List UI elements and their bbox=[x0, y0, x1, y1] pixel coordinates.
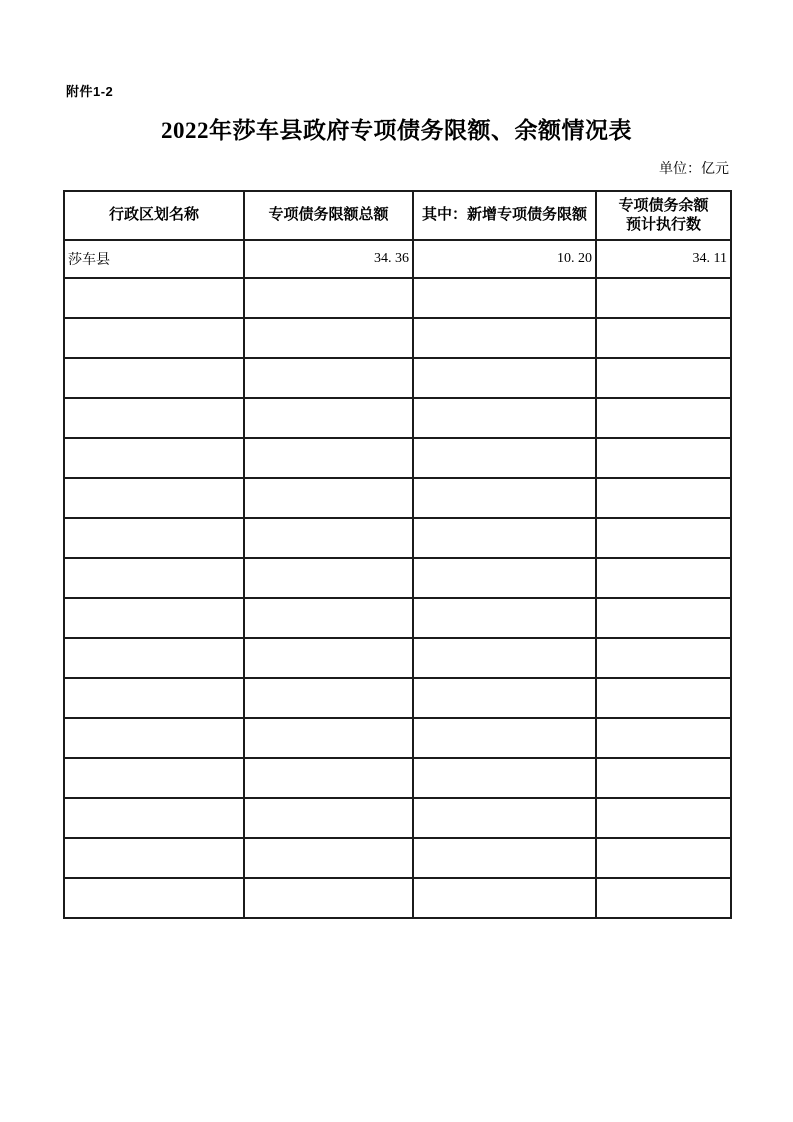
empty-cell bbox=[64, 318, 244, 358]
empty-table-row bbox=[64, 758, 731, 798]
empty-cell bbox=[244, 798, 413, 838]
empty-cell bbox=[64, 878, 244, 918]
column-header-label-line2: 预计执行数 bbox=[625, 216, 701, 233]
table-header-row bbox=[64, 191, 731, 240]
empty-table-row bbox=[64, 878, 731, 918]
empty-cell bbox=[244, 478, 413, 518]
cell-region: 莎车县 bbox=[64, 240, 244, 278]
empty-cell bbox=[244, 398, 413, 438]
empty-cell bbox=[413, 678, 596, 718]
empty-cell bbox=[244, 838, 413, 878]
unit-label: 单位：亿元 bbox=[659, 162, 729, 177]
empty-cell bbox=[413, 838, 596, 878]
empty-cell bbox=[244, 518, 413, 558]
empty-cell bbox=[244, 598, 413, 638]
empty-cell bbox=[64, 678, 244, 718]
empty-cell bbox=[413, 878, 596, 918]
table-body bbox=[64, 240, 731, 918]
empty-cell bbox=[413, 758, 596, 798]
empty-cell bbox=[64, 358, 244, 398]
column-header-label: 行政区划名称 bbox=[108, 207, 199, 224]
empty-cell bbox=[244, 718, 413, 758]
column-header-limit-total bbox=[244, 191, 413, 240]
empty-table-row bbox=[64, 718, 731, 758]
empty-cell bbox=[596, 558, 731, 598]
column-header-label: 其中：新增专项债务限额 bbox=[421, 207, 587, 224]
empty-cell bbox=[413, 558, 596, 598]
empty-cell bbox=[64, 558, 244, 598]
empty-table-row bbox=[64, 278, 731, 318]
empty-cell bbox=[596, 678, 731, 718]
empty-cell bbox=[64, 718, 244, 758]
empty-cell bbox=[64, 638, 244, 678]
empty-cell bbox=[244, 878, 413, 918]
empty-table-row bbox=[64, 638, 731, 678]
empty-cell bbox=[64, 838, 244, 878]
column-header-label: 专项债务限额总额 bbox=[268, 207, 389, 224]
attachment-label: 附件1-2 bbox=[66, 84, 114, 99]
cell-limit-total: 34. 36 bbox=[244, 240, 413, 278]
empty-cell bbox=[64, 478, 244, 518]
column-header-new-limit bbox=[413, 191, 596, 240]
column-header-label-line1: 专项债务余额 bbox=[618, 197, 709, 214]
empty-cell bbox=[596, 758, 731, 798]
empty-table-row bbox=[64, 598, 731, 638]
empty-table-row bbox=[64, 838, 731, 878]
cell-balance-forecast: 34. 11 bbox=[596, 240, 731, 278]
empty-cell bbox=[596, 398, 731, 438]
empty-cell bbox=[64, 758, 244, 798]
empty-cell bbox=[596, 278, 731, 318]
empty-cell bbox=[244, 278, 413, 318]
column-header-region bbox=[64, 191, 244, 240]
empty-cell bbox=[413, 798, 596, 838]
empty-cell bbox=[596, 638, 731, 678]
special-debt-table bbox=[63, 190, 732, 919]
empty-cell bbox=[596, 318, 731, 358]
empty-cell bbox=[596, 718, 731, 758]
empty-cell bbox=[64, 598, 244, 638]
empty-cell bbox=[244, 638, 413, 678]
empty-cell bbox=[64, 398, 244, 438]
empty-cell bbox=[596, 518, 731, 558]
empty-cell bbox=[244, 678, 413, 718]
column-header-balance-forecast bbox=[596, 191, 731, 240]
empty-cell bbox=[413, 318, 596, 358]
empty-cell bbox=[64, 798, 244, 838]
empty-cell bbox=[413, 438, 596, 478]
empty-cell bbox=[413, 478, 596, 518]
empty-cell bbox=[244, 558, 413, 598]
empty-table-row bbox=[64, 398, 731, 438]
empty-cell bbox=[596, 798, 731, 838]
empty-cell bbox=[413, 518, 596, 558]
cell-new-limit: 10. 20 bbox=[413, 240, 596, 278]
empty-cell bbox=[244, 358, 413, 398]
empty-cell bbox=[413, 278, 596, 318]
empty-cell bbox=[596, 838, 731, 878]
empty-cell bbox=[64, 438, 244, 478]
page-title: 2022年莎车县政府专项债务限额、余额情况表 bbox=[161, 118, 632, 143]
empty-cell bbox=[64, 278, 244, 318]
empty-table-row bbox=[64, 558, 731, 598]
empty-table-row bbox=[64, 478, 731, 518]
empty-table-row bbox=[64, 798, 731, 838]
empty-cell bbox=[413, 718, 596, 758]
empty-cell bbox=[244, 758, 413, 798]
empty-table-row bbox=[64, 438, 731, 478]
empty-cell bbox=[596, 438, 731, 478]
empty-cell bbox=[413, 598, 596, 638]
empty-cell bbox=[596, 478, 731, 518]
empty-table-row bbox=[64, 678, 731, 718]
empty-table-row bbox=[64, 318, 731, 358]
empty-cell bbox=[596, 598, 731, 638]
empty-cell bbox=[413, 638, 596, 678]
empty-table-row bbox=[64, 358, 731, 398]
empty-cell bbox=[413, 398, 596, 438]
empty-cell bbox=[596, 878, 731, 918]
empty-cell bbox=[64, 518, 244, 558]
empty-cell bbox=[244, 318, 413, 358]
empty-cell bbox=[244, 438, 413, 478]
table-row bbox=[64, 240, 731, 278]
empty-cell bbox=[413, 358, 596, 398]
empty-cell bbox=[596, 358, 731, 398]
empty-table-row bbox=[64, 518, 731, 558]
